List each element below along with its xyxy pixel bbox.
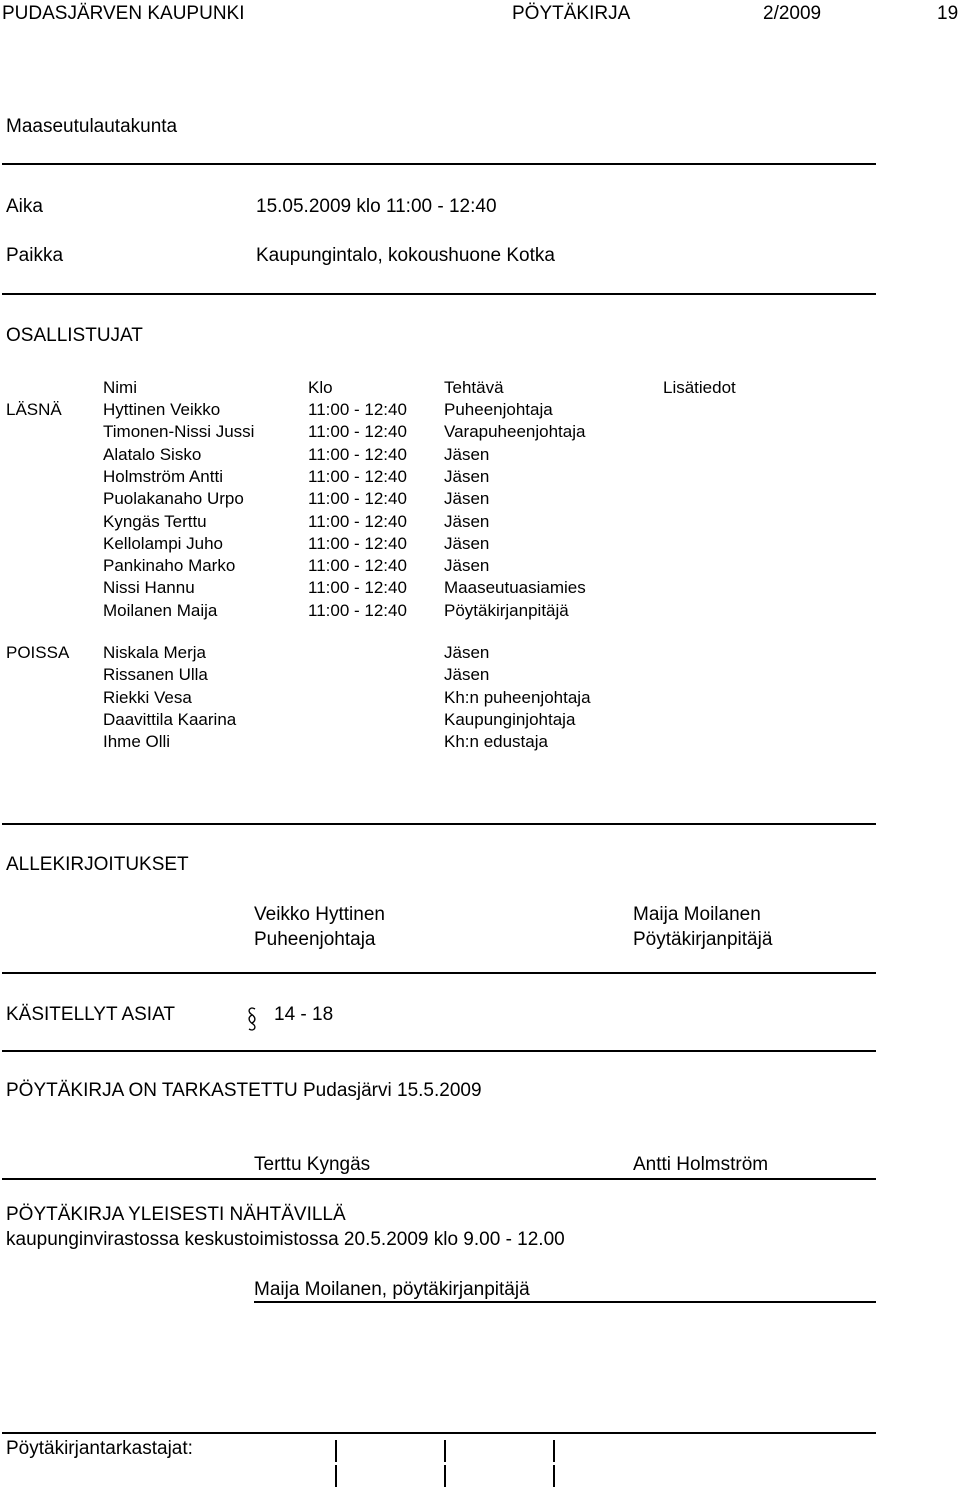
participant-time: 11:00 - 12:40 (308, 556, 407, 576)
table-border (335, 1440, 337, 1462)
header-issue: 2/2009 (763, 3, 822, 24)
checker2-name: Antti Holmström (633, 1154, 769, 1175)
participant-name: Niskala Merja (103, 643, 206, 662)
participant-name: Moilanen Maija (103, 600, 218, 620)
header-org: PUDASJÄRVEN KAUPUNKI (2, 3, 245, 24)
participant-time: 11:00 - 12:40 (308, 533, 407, 553)
participant-name: Hyttinen Veikko (103, 400, 221, 419)
participant-role: Puheenjohtaja (444, 400, 553, 419)
handled-label: KÄSITELLYT ASIAT (6, 1004, 175, 1025)
participant-name: Holmström Antti (103, 466, 223, 486)
table-border (553, 1465, 555, 1487)
public-signer-underline (254, 1301, 876, 1303)
participant-time: 11:00 - 12:40 (308, 400, 407, 419)
divider (2, 1178, 876, 1180)
absent-label: POISSA (6, 643, 70, 662)
participant-name: Kyngäs Terttu (103, 511, 207, 531)
public-heading: PÖYTÄKIRJA YLEISESTI NÄHTÄVILLÄ (6, 1204, 346, 1225)
participant-role: Kh:n edustaja (444, 732, 548, 752)
participant-name: Rissanen Ulla (103, 665, 208, 685)
public-detail: kaupunginvirastossa keskustoimistossa 20.5.2009 klo 9.00 - 12.00 (6, 1229, 565, 1250)
participant-role: Jäsen (444, 643, 490, 662)
header-doc-type: PÖYTÄKIRJA (512, 3, 631, 24)
handled-value: 14 - 18 (274, 1004, 334, 1025)
column-header-role: Tehtävä (444, 378, 504, 397)
present-label: LÄSNÄ (6, 400, 62, 419)
participant-role: Pöytäkirjanpitäjä (444, 600, 569, 620)
divider (2, 293, 876, 295)
participant-name: Kellolampi Juho (103, 533, 224, 553)
participant-role: Jäsen (444, 511, 490, 531)
participant-role: Jäsen (444, 665, 490, 685)
place-label: Paikka (6, 245, 64, 266)
participant-role: Jäsen (444, 489, 490, 509)
participant-name: Alatalo Sisko (103, 444, 202, 464)
checker1-name: Terttu Kyngäs (254, 1154, 371, 1175)
signer2-title: Pöytäkirjanpitäjä (633, 929, 773, 950)
participant-role: Kh:n puheenjohtaja (444, 687, 591, 707)
signatures-heading: ALLEKIRJOITUKSET (6, 854, 189, 875)
participant-name: Pankinaho Marko (103, 556, 236, 576)
participant-time: 11:00 - 12:40 (308, 466, 407, 486)
time-value: 15.05.2009 klo 11:00 - 12:40 (256, 196, 497, 217)
reviewers-label: Pöytäkirjantarkastajat: (6, 1438, 193, 1459)
participant-name: Daavittila Kaarina (103, 709, 237, 729)
participant-role: Jäsen (444, 533, 490, 553)
participant-role: Varapuheenjohtaja (444, 422, 586, 442)
participant-time: 11:00 - 12:40 (308, 600, 407, 620)
signer2-name: Maija Moilanen (633, 904, 761, 925)
column-header-time: Klo (308, 378, 333, 397)
divider (2, 1432, 876, 1434)
column-header-name: Nimi (103, 378, 137, 397)
checked-statement: PÖYTÄKIRJA ON TARKASTETTU Pudasjärvi 15.5.2009 (6, 1080, 482, 1101)
participant-time: 11:00 - 12:40 (308, 444, 407, 464)
committee-name: Maaseutulautakunta (6, 116, 178, 137)
participant-role: Kaupunginjohtaja (444, 709, 576, 729)
participant-time: 11:00 - 12:40 (308, 511, 407, 531)
participant-name: Ihme Olli (103, 732, 171, 752)
divider (2, 823, 876, 825)
column-header-extra: Lisätiedot (663, 378, 736, 397)
participants-heading: OSALLISTUJAT (6, 325, 143, 346)
participant-name: Riekki Vesa (103, 687, 192, 707)
header-page-number: 19 (937, 3, 959, 24)
participant-name: Timonen-Nissi Jussi (103, 422, 255, 442)
participant-role: Jäsen (444, 444, 490, 464)
signer1-title: Puheenjohtaja (254, 929, 376, 950)
divider (2, 1050, 876, 1052)
participant-time: 11:00 - 12:40 (308, 489, 407, 509)
time-label: Aika (6, 196, 43, 217)
table-border (444, 1465, 446, 1487)
participant-role: Jäsen (444, 556, 490, 576)
place-value: Kaupungintalo, kokoushuone Kotka (256, 245, 555, 266)
participant-time: 11:00 - 12:40 (308, 422, 407, 442)
participant-role: Maaseutuasiamies (444, 578, 586, 598)
participant-time: 11:00 - 12:40 (308, 578, 407, 598)
section-sign-icon (246, 1006, 258, 1032)
table-border (335, 1465, 337, 1487)
participant-name: Nissi Hannu (103, 578, 195, 598)
table-border (553, 1440, 555, 1462)
table-border (444, 1440, 446, 1462)
divider (2, 972, 876, 974)
public-signer: Maija Moilanen, pöytäkirjanpitäjä (254, 1279, 530, 1300)
participant-role: Jäsen (444, 466, 490, 486)
divider (2, 163, 876, 165)
signer1-name: Veikko Hyttinen (254, 904, 385, 925)
participant-name: Puolakanaho Urpo (103, 489, 244, 509)
